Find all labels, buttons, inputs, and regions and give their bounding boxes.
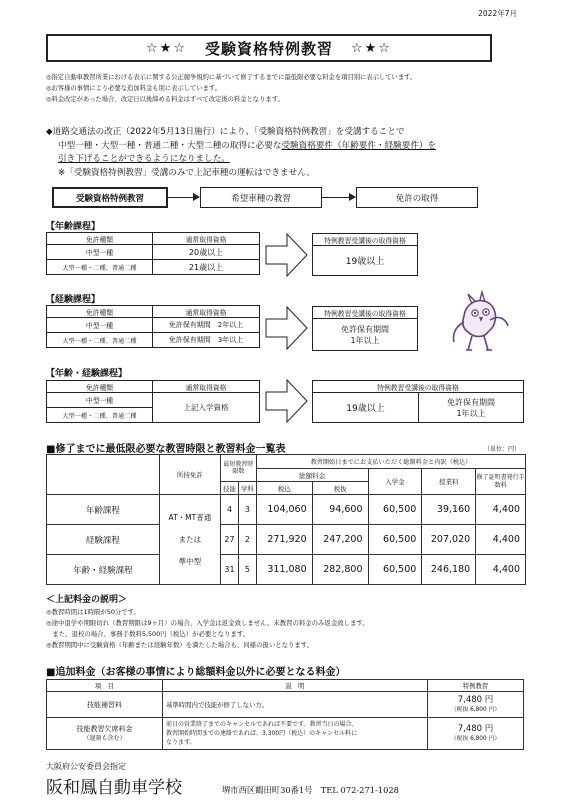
- document-date: 2022年7月: [478, 9, 517, 18]
- qualification: 21歳以上: [153, 260, 260, 275]
- result-header: 特例教習受講後の取得資格: [313, 307, 418, 319]
- age-experience-table: [46, 380, 260, 423]
- title-text: 受験資格特例教習: [204, 39, 333, 58]
- license-type: 大型一種・二種、普通二種: [47, 260, 153, 275]
- col-header: 免許種類: [47, 306, 153, 318]
- item-description: [163, 718, 428, 750]
- license-cell: [159, 495, 220, 585]
- academic-hours: 5: [238, 555, 256, 585]
- license-type: 大型一種・二種、普通二種: [47, 408, 153, 423]
- intro: [46, 126, 516, 180]
- fee-explanation: [46, 594, 546, 651]
- total-tax-excl: 282,800: [312, 555, 368, 585]
- arrow-right-icon: [265, 378, 309, 424]
- arrow-right-icon: [265, 232, 309, 278]
- experience-table: [46, 305, 260, 348]
- result-exp: [419, 393, 524, 423]
- total-tax-incl: 311,080: [256, 555, 312, 585]
- section-label-age: 【年齢課程】: [46, 222, 101, 232]
- col-header: 免許種類: [47, 381, 153, 393]
- price-tax-excl: （税抜 6,800 円）: [450, 735, 501, 742]
- total-tax-excl: 247,200: [312, 525, 368, 555]
- admission-fee: 60,500: [368, 495, 422, 525]
- col-header-tax-excl: 税抜: [312, 482, 368, 495]
- note-line: ◎料金改定があった場合、改定日以後締める料金はすべて改定後の料金となります。: [46, 96, 284, 103]
- col-header-description: 説 明: [163, 680, 428, 692]
- col-header: 免許種類: [47, 233, 153, 245]
- qualification: 免許保有期間 2年以上: [153, 318, 260, 333]
- practical-hours: 27: [221, 525, 239, 555]
- license-line: AT・MT普通: [168, 512, 212, 522]
- intro-underlined: 受験資格要件（年齢要件・経験要件）を: [281, 140, 437, 151]
- admission-fee: 60,500: [368, 525, 422, 555]
- flow-step-1: 受験資格特例教習: [52, 187, 168, 208]
- explanation-title: ＜上記料金の説明＞: [46, 595, 128, 605]
- school-name: 阪和鳳自動車学校: [46, 778, 182, 798]
- table-row: [47, 555, 526, 585]
- table-row: [47, 692, 524, 718]
- certificate-fee: 4,400: [476, 525, 526, 555]
- section-label-age-experience: 【年齢・経験課程】: [46, 369, 128, 379]
- total-tax-excl: 94,600: [312, 495, 368, 525]
- result-line: 免許保有期間: [341, 324, 389, 334]
- extra-fees-table: [46, 679, 524, 750]
- certificate-fee: 4,400: [476, 555, 526, 585]
- col-header: 通常取得資格: [153, 306, 260, 318]
- certificate-fee: 4,400: [476, 495, 526, 525]
- col-header-tuition: 授業料: [422, 469, 476, 495]
- col-header-tax-incl: 税込: [256, 482, 312, 495]
- tuition-fee: 207,020: [422, 525, 476, 555]
- fees-title: ■修了までに最低限必要な教習時限と教習料金一覧表: [46, 444, 286, 455]
- arrow-right-icon: [349, 193, 356, 201]
- result-line: 1年以上: [456, 408, 486, 418]
- col-header-academic: 学科: [238, 482, 256, 495]
- license-type: 中型一種: [47, 393, 153, 408]
- license-type: 中型一種: [47, 245, 153, 260]
- result-line: 1年以上: [350, 335, 380, 345]
- note-line: ◎お客様の事情により必要な追加料金も別に表示しています。: [46, 85, 222, 92]
- practical-hours: 4: [221, 495, 239, 525]
- explanation-line: ◎教習期間中に受験資格（年齢または経験年数）を満たした場合も、同様の扱いとなります。: [46, 641, 314, 649]
- fees-unit: （単位：円）: [484, 446, 521, 453]
- price-tax-excl: （税抜 6,800 円）: [450, 706, 501, 713]
- tuition-fee: 246,180: [422, 555, 476, 585]
- explanation-line: ◎途中退学や期限切れ（教習期限は9ヶ月）の場合、入学金は返金致しません。未教習の料金のみ返金致します。: [46, 619, 369, 627]
- total-tax-incl: 271,920: [256, 525, 312, 555]
- course-name: 年齢・経験課程: [47, 555, 160, 585]
- result-header: 特例教習受講後の取得資格: [313, 234, 418, 246]
- col-header-admission: 入学金: [368, 469, 422, 495]
- flow-arrow-line: [168, 197, 194, 198]
- col-header: 通常取得資格: [153, 233, 260, 245]
- col-header-practical: 技能: [221, 482, 239, 495]
- school-address: 堺市西区鶴田町30番1号 TEL 072-271-1028: [222, 785, 399, 795]
- age-experience-result: [312, 380, 524, 423]
- item-price: [428, 718, 524, 750]
- flow-step-2: 希望車種の教習: [200, 187, 322, 208]
- col-header-total-group: 教習開始日までにお支払いただく総額料金と内訳（税込）: [256, 455, 525, 469]
- table-row: [47, 525, 526, 555]
- description-line: 教習開始時間までの連絡であれば、3,300円（税込）のキャンセル料に: [166, 730, 358, 737]
- price-value: 7,480 円: [457, 723, 494, 734]
- fees-table: [46, 454, 526, 585]
- result-line: 免許保有期間: [447, 397, 495, 407]
- item-name-line: 技能教習欠席料金: [76, 724, 133, 733]
- intro-text: 中型一種・大型一種・普通二種・大型二種の取得に必要な: [58, 140, 282, 151]
- qualification: 上記入学資格: [153, 393, 260, 423]
- age-result: [312, 233, 418, 276]
- item-name: 技能補習料: [47, 692, 163, 718]
- academic-hours: 3: [238, 495, 256, 525]
- flow-step-3: 免許の取得: [356, 187, 478, 208]
- description-line: 前日の営業終了までのキャンセルであれば不要です。教習当日の場合、: [166, 721, 358, 728]
- license-type: 中型一種: [47, 318, 153, 333]
- arrow-right-icon: [193, 193, 200, 201]
- intro-note: ※「受験資格特例教習」受講のみで上記車種の運転はできません。: [58, 167, 315, 178]
- price-value: 7,480 円: [457, 694, 494, 705]
- result-value: 19歳以上: [313, 246, 418, 276]
- total-tax-incl: 104,060: [256, 495, 312, 525]
- col-header-total: 総額料金: [256, 469, 368, 482]
- practical-hours: 31: [221, 555, 239, 585]
- col-header-certificate: 修了証明書発行手数料: [476, 469, 526, 495]
- intro-line-underlined: 引き下げることができるようになりました。: [58, 154, 230, 164]
- item-name-sub: （遅刻も含む）: [83, 734, 126, 742]
- explanation-line: また、退校の場合、事務手数料5,500円（税込）が必要となります。: [46, 630, 250, 638]
- footer-designation: 大阪府公安委員会指定: [46, 762, 126, 771]
- title-stars-right: ☆★☆: [351, 40, 392, 56]
- admission-fee: 60,500: [368, 555, 422, 585]
- explanation-line: ◎教習時間は1時限が50分です。: [46, 608, 140, 616]
- qualification: 20歳以上: [153, 245, 260, 260]
- col-header-license: 所持免許: [159, 455, 220, 495]
- tuition-fee: 39,160: [422, 495, 476, 525]
- intro-line: [46, 140, 516, 154]
- result-header: 特例教習受講後の取得資格: [313, 381, 524, 393]
- intro-line: ◆道路交通法の改正（2022年5月13日施行）により、「受験資格特例教習」を受講することで: [46, 127, 405, 137]
- item-description: 基準時間内で技能が修了しない方。: [163, 692, 428, 718]
- result-value: [313, 319, 418, 351]
- experience-result: [312, 306, 418, 351]
- academic-hours: 2: [238, 525, 256, 555]
- table-row: [47, 718, 524, 750]
- bird-mascot-icon: [444, 290, 514, 360]
- notes: [46, 72, 546, 105]
- license-type: 大型一種・二種、普通二種: [47, 333, 153, 348]
- result-age: 19歳以上: [313, 393, 419, 423]
- extra-fees-title: ■追加料金（お客様の事情により総額料金以外に必要となる料金）: [46, 667, 346, 678]
- arrow-right-icon: [265, 305, 309, 351]
- flow-arrow-line: [322, 197, 350, 198]
- course-name: 年齢課程: [47, 495, 160, 525]
- course-name: 経験課程: [47, 525, 160, 555]
- table-row: [47, 495, 526, 525]
- col-header-item: 項 目: [47, 680, 163, 692]
- item-price: [428, 692, 524, 718]
- col-header-price: 特例教習: [428, 680, 524, 692]
- license-line: または: [178, 534, 202, 544]
- page-title: [46, 34, 492, 62]
- col-header-min-hours: 最短教習時限数: [221, 455, 257, 482]
- col-header: 通常取得資格: [153, 381, 260, 393]
- age-table: [46, 232, 260, 275]
- description-line: なります。: [166, 739, 196, 746]
- note-line: ◎指定自動車教習所業における表示に関する公正競争規約に基づいて修了するまでに最低限必要な料金を項目別に表示しています。: [46, 74, 417, 81]
- col-header-course: [47, 455, 160, 495]
- license-line: 準中型: [178, 556, 202, 566]
- title-stars-left: ☆★☆: [146, 40, 187, 56]
- section-label-experience: 【経験課程】: [46, 295, 101, 305]
- qualification: 免許保有期間 3年以上: [153, 333, 260, 348]
- item-name: [47, 718, 163, 750]
